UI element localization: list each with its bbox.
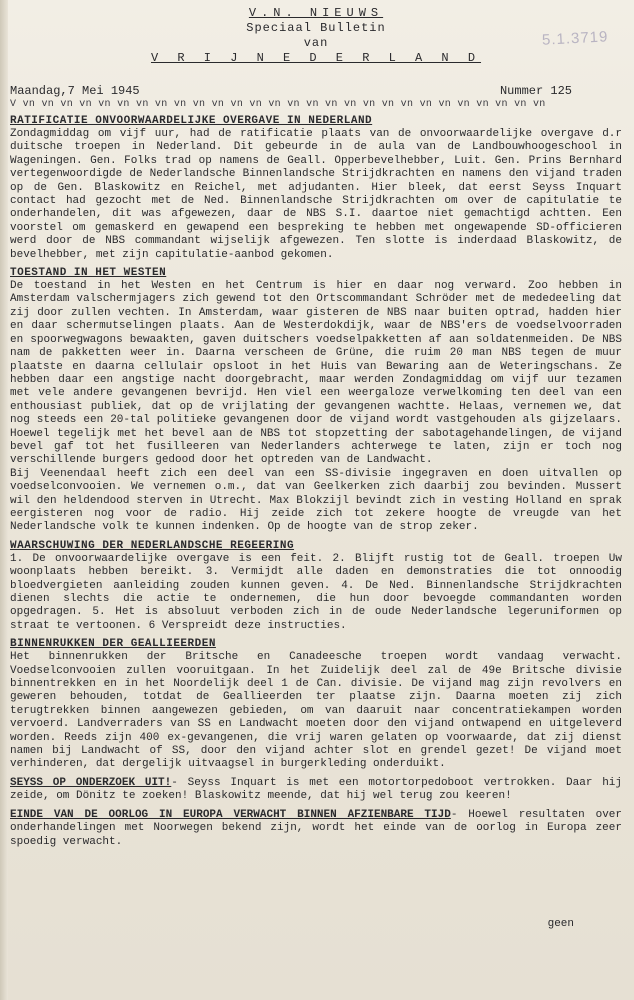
inline-heading: EINDE VAN DE OORLOG IN EUROPA VERWACHT BINNEN AFZIENBARE TIJD bbox=[10, 808, 451, 821]
section-paragraph bbox=[10, 809, 622, 849]
section-paragraph: De toestand in het Westen en het Centrum is hier en daar nog verward. Zoo hebben in Amsterdam valschermjagers zich gewend tot den Ortscommandant Schröder met de mededeeling dat zij door zullen vechten. In Amsterdam, waar gisteren de NBS naar buiten optrad, hadden hier en daar schermutselingen plaats. Aan de Westerdokdijk, waar de NBS'ers de voedselvoorraden en spoorwegwagons bewaakten, gaven duitschers voedselpakketten af aan soldatenmeiden. De NBS nam de pakketten weer in. Daarna verscheen de Grüne, die ruim 20 man NBS tegen de muur plaatste en daarna cellulair opsloot in het Huis van Bewaring aan de Weteringschans. Ze hebben daar een angstige nacht doorgebracht, maar werden Zondagmiddag om vijf uur tezamen met vele andere gevangenen bevrijd. Hen viel een weergaloze verwelkoming ten deel van een enthousiast publiek, dat op de vrijlating der gevangenen wachtte. Helaas, vernemen we, dat nog steeds een 20-tal politieke gevangenen door de vijand wordt vastgehouden als gijzelaars. Hoewel tegelijk met het bevel aan de NBS tot stopzetting der sabotagehandelingen, de vijand bevel gaf tot het fusilleeren van Nederlanders achterwege te laten, zijn er toch nog verschillende burgers gedood door het optreden van de Landwacht. bbox=[10, 280, 622, 467]
paper-edge bbox=[0, 0, 8, 1000]
issue-number: Nummer 125 bbox=[499, 84, 572, 98]
inline-heading: SEYSS OP ONDERZOEK UIT! bbox=[10, 776, 172, 789]
archive-stamp: 5.1.3719 bbox=[541, 28, 609, 49]
masthead-title: V.N. NIEUWS bbox=[248, 6, 384, 20]
issue-meta bbox=[10, 84, 622, 98]
inline-text: - Hoewel resultaten over onderhandelingen met Noorwegen bekend zijn, wordt het einde van de oorlog in Europa zeer spoedig verwacht. bbox=[10, 808, 622, 848]
section-paragraph bbox=[10, 777, 622, 804]
section-paragraph: Zondagmiddag om vijf uur, had de ratificatie plaats van de onvoorwaardelijke overgave d.r duitsche troepen in Nederland. Dit gebeurde in de aula van de Landbouwhoogeschool in Wageningen. Gen. Folks trad op namens de Geall. Opperbevelhebber, Luit. Gen. Prins Bernhard vertegenwoordigde de Nederlandsche Binnenlandsche Strijdkrachten en namens den vijand traden op de Gen. Blaskowitz en Reichel, met adjudanten. Hier bleek, dat eerst Seyss Inquart contact had gezocht met de Ned. Binnenlandsche Strijdkrachten om over de capitulatie te onderhandelen, dit was afgewezen, daar de NBS S.I. daartoe niet gemachtigd achtten. Een voorstel om gemaskerd en gewapend een bespreking te hebben met ongewapende SD-officieren werd door de NBS commandant wijselijk afgewezen. Ten slotte is inderdaad Blaskowitz, de bevelhebber, met zijn capitulatie-aanbod gekomen. bbox=[10, 128, 622, 261]
section-binnenrukken bbox=[10, 638, 622, 772]
masthead-van: van bbox=[303, 36, 329, 50]
section-einde bbox=[10, 809, 622, 849]
masthead bbox=[10, 6, 622, 66]
section-ratificatie bbox=[10, 115, 622, 262]
typed-insertion: geen bbox=[547, 918, 574, 930]
vn-divider: V vn vn vn vn vn vn vn vn vn vn vn vn vn vn vn vn vn vn vn vn vn vn vn vn vn vn vn vn bbox=[10, 99, 546, 110]
section-heading: WAARSCHUWING DER NEDERLANDSCHE REGEERING bbox=[10, 539, 295, 552]
masthead-subtitle: Speciaal Bulletin bbox=[246, 21, 386, 35]
section-paragraph: Bij Veenendaal heeft zich een deel van een SS-divisie ingegraven en doen uitvallen op voedselconvooien. We vernemen o.m., dat van Geelkerken zich daarbij zou bevinden. Mussert wil den heldendood sterven in Utrecht. Max Blokzijl bevindt zich in vesting Holland en sprak eergisteren nog voor de radio. Hij zeide zich tot zekere hoogte de vreugde van het Nederlandsche volk te kunnen indenken. Op de hoogte van de strop zeker. bbox=[10, 467, 622, 534]
section-waarschuwing bbox=[10, 540, 622, 633]
section-paragraph: Het binnenrukken der Britsche en Canadeesche troepen wordt vandaag verwacht. Voedselconvooien zullen vooruitgaan. In het Zuidelijk deel zal de 49e Britsche divisie binnentrekken en in het Noordelijk deel 1 de Can. divisie. De vijand mag zijn revolvers en geweren behouden, totdat de Geallieerden ter plaatse zijn. Daarna moeten zij zich terugtrekken binnen aangewezen gebieden, om van daaruit naar concentratiekampen worden vervoerd. Landverraders van SS en Landwacht moeten door den vijand ontwapend en uitgeleverd worden. Reeds zijn 400 ex-gevangenen, die vrij waren gelaten op voorwaarde, dat zij dienst namen bij Landwacht of SS, door den vijand achter slot en grendel gezet! De vijand moet verhinderen, dat dergelijk uitvaagsel in burgerkleding onderduikt. bbox=[10, 651, 622, 771]
section-paragraph: 1. De onvoorwaardelijke overgave is een feit. 2. Blijft rustig tot de Geall. troepen Uw woonplaats hebben bereikt. 3. Vermijdt alle daden en demonstraties die tot onnoodig bloedvergieten aanleiding zouden kunnen geven. 4. De Ned. Binnenlandsche Strijdkrachten dienen slechts die actie te ondernemen, die hun door bevoegde commandanten worden opgedragen. 5. Het is absoluut verboden zich in de oude Nederlandsche legeruniformen op straat te vertoonen. 6 Verspreidt deze instructies. bbox=[10, 552, 622, 632]
inline-text: - Seyss Inquart is met een motortorpedoboot vertrokken. Daar hij zeide, om Dönitz te zoeken! Blaskowitz meende, dat hij wel terug zou keeren! bbox=[10, 776, 623, 803]
masthead-country: V R I J N E D E R L A N D bbox=[150, 51, 482, 65]
issue-date: Maandag,7 Mei 1945 bbox=[10, 84, 140, 98]
section-heading: RATIFICATIE ONVOORWAARDELIJKE OVERGAVE IN NEDERLAND bbox=[10, 115, 373, 127]
section-toestand bbox=[10, 267, 622, 535]
section-seyss bbox=[10, 777, 622, 804]
section-heading: BINNENRUKKEN DER GEALLIEERDEN bbox=[10, 638, 216, 651]
section-heading: TOESTAND IN HET WESTEN bbox=[10, 267, 167, 280]
